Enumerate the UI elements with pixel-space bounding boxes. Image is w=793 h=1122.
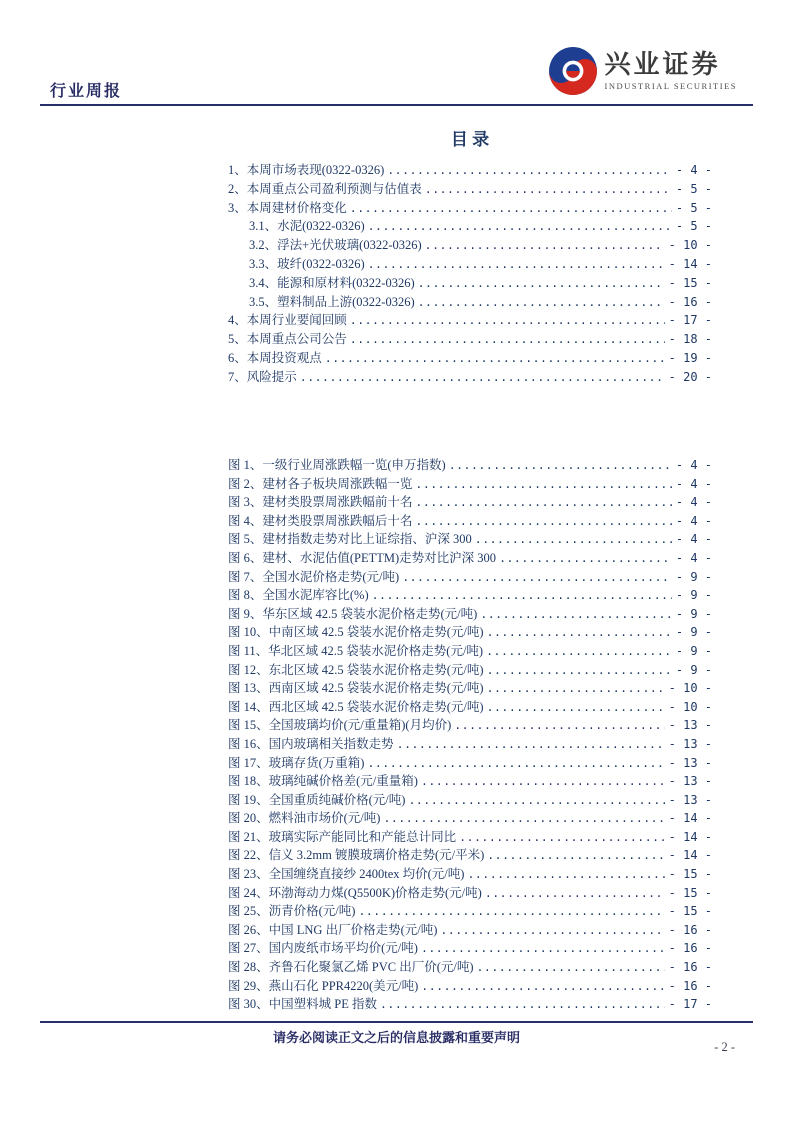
toc-leader-dots — [397, 735, 665, 754]
toc-entry[interactable] — [228, 274, 712, 293]
toc-leader-dots — [454, 716, 664, 735]
figure-entry-label: 图 7、全国水泥价格走势(元/吨) — [228, 569, 400, 584]
figure-entry-label: 图 17、玻璃存货(万重箱) — [228, 755, 365, 770]
toc-leader-dots — [487, 846, 664, 865]
toc-leader-dots — [325, 349, 665, 368]
toc-leader-dots — [475, 530, 672, 549]
brand-logo — [548, 46, 737, 96]
figure-entry-page: - 9 - — [675, 569, 712, 584]
figure-entry-label: 图 1、一级行业周涨跌幅一览(申万指数) — [228, 458, 446, 472]
toc-figure-list — [228, 456, 712, 1014]
toc-leader-dots — [486, 642, 672, 661]
toc-section-list — [228, 161, 712, 387]
figure-entry[interactable] — [228, 475, 712, 494]
figure-entry-label: 图 18、玻璃纯碱价格差(元/重量箱) — [228, 774, 418, 789]
toc-leader-dots — [415, 493, 671, 512]
figure-entry-page: - 4 - — [675, 495, 712, 510]
figure-entry-page: - 16 - — [668, 978, 712, 993]
figure-entry[interactable] — [228, 939, 712, 958]
toc-leader-dots — [421, 939, 665, 958]
figure-entry-label: 图 19、全国重质纯碱价格(元/吨) — [228, 792, 406, 807]
toc-entry[interactable] — [228, 180, 712, 199]
brand-name-en: INDUSTRIAL SECURITIES — [604, 80, 737, 91]
figure-entry-label: 图 14、西北区域 42.5 袋装水泥价格走势(元/吨) — [228, 699, 484, 714]
toc-title: 目 录 — [450, 130, 490, 149]
figure-entry[interactable] — [228, 754, 712, 773]
figure-entry-page: - 13 - — [668, 774, 712, 789]
toc-entry-page: - 5 - — [675, 200, 712, 215]
figure-entry[interactable] — [228, 512, 712, 531]
figure-entry-page: - 16 - — [668, 922, 712, 937]
figure-entry-label: 图 15、全国玻璃均价(元/重量箱)(月均价) — [228, 718, 452, 733]
figure-entry[interactable] — [228, 958, 712, 977]
figure-entry-label: 图 10、中南区域 42.5 袋装水泥价格走势(元/吨) — [228, 625, 484, 640]
header-divider — [40, 104, 753, 106]
toc-entry[interactable] — [228, 199, 712, 218]
toc-entry-page: - 16 - — [668, 294, 712, 309]
figure-entry-label: 图 9、华东区域 42.5 袋装水泥价格走势(元/吨) — [228, 606, 478, 621]
toc-entry[interactable] — [228, 217, 712, 236]
figure-entry[interactable] — [228, 809, 712, 828]
toc-entry-page: - 17 - — [668, 313, 712, 328]
toc-leader-dots — [421, 772, 665, 791]
figure-entry-page: - 10 - — [668, 681, 712, 696]
toc-entry-page: - 14 - — [668, 256, 712, 271]
toc-leader-dots — [487, 698, 665, 717]
brand-swirl-icon — [548, 46, 598, 96]
toc-entry[interactable] — [228, 311, 712, 330]
toc-leader-dots — [368, 255, 665, 274]
figure-entry-page: - 13 - — [668, 736, 712, 751]
figure-entry-label: 图 26、中国 LNG 出厂价格走势(元/吨) — [228, 922, 438, 937]
toc-leader-dots — [425, 236, 665, 255]
figure-entry[interactable] — [228, 865, 712, 884]
figure-entry-page: - 9 - — [675, 606, 712, 621]
figure-entry[interactable] — [228, 977, 712, 996]
toc-entry-label: 3.3、玻纤(0322-0326) — [249, 256, 365, 271]
toc-entry-label: 3、本周建材价格变化 — [228, 200, 347, 215]
figure-entry-page: - 14 - — [668, 829, 712, 844]
figure-entry[interactable] — [228, 772, 712, 791]
figure-entry-label: 图 2、建材各子板块周涨跌幅一览 — [228, 476, 413, 491]
figure-entry-page: - 4 - — [675, 476, 712, 491]
toc-entry-label: 3.5、塑料制品上游(0322-0326) — [249, 294, 415, 309]
toc-leader-dots — [367, 754, 664, 773]
figure-entry[interactable] — [228, 716, 712, 735]
toc-entry-label: 4、本周行业要闻回顾 — [228, 313, 347, 328]
toc-leader-dots — [425, 180, 672, 199]
toc-leader-dots — [408, 791, 664, 810]
figure-entry-page: - 13 - — [668, 792, 712, 807]
figure-entry-page: - 4 - — [675, 550, 712, 565]
toc-entry-page: - 4 - — [675, 163, 712, 177]
figure-entry-label: 图 13、西南区域 42.5 袋装水泥价格走势(元/吨) — [228, 681, 484, 696]
toc-entry[interactable] — [228, 236, 712, 255]
toc-entry-label: 3.2、浮法+光伏玻璃(0322-0326) — [249, 238, 422, 253]
figure-entry-page: - 9 - — [675, 643, 712, 658]
toc-entry-page: - 20 - — [668, 369, 712, 384]
toc-leader-dots — [467, 865, 664, 884]
figure-entry-label: 图 12、东北区域 42.5 袋装水泥价格走势(元/吨) — [228, 662, 484, 677]
figure-entry-label: 图 20、燃料油市场价(元/吨) — [228, 811, 381, 826]
figure-entry-label: 图 23、全国缠绕直接纱 2400tex 均价(元/吨) — [228, 867, 465, 882]
toc-leader-dots — [421, 977, 664, 996]
figure-entry-page: - 4 - — [675, 458, 712, 472]
figure-entry-label: 图 29、燕山石化 PPR4220(美元/吨) — [228, 978, 419, 993]
figure-entry-page: - 16 - — [668, 960, 712, 975]
toc-entry[interactable] — [228, 255, 712, 274]
figure-entry-page: - 15 - — [668, 904, 712, 919]
figure-entry[interactable] — [228, 921, 712, 940]
figure-entry[interactable] — [228, 679, 712, 698]
toc-entry-label: 1、本周市场表现(0322-0326) — [228, 163, 385, 177]
page-number: - 2 - — [714, 1040, 735, 1054]
figure-entry[interactable] — [228, 586, 712, 605]
toc-entry-page: - 15 - — [668, 275, 712, 290]
figure-entry[interactable] — [228, 661, 712, 680]
toc-entry[interactable] — [228, 161, 712, 180]
toc-entry-label: 5、本周重点公司公告 — [228, 332, 347, 347]
figure-entry-label: 图 24、环渤海动力煤(Q5500K)价格走势(元/吨) — [228, 885, 482, 900]
figure-entry[interactable] — [228, 884, 712, 903]
figure-entry-page: - 4 - — [675, 532, 712, 547]
figure-entry-page: - 4 - — [675, 513, 712, 528]
toc-entry[interactable] — [228, 293, 712, 312]
toc-leader-dots — [477, 958, 665, 977]
figure-entry-page: - 13 - — [668, 755, 712, 770]
toc-leader-dots — [358, 902, 664, 921]
toc-leader-dots — [449, 456, 672, 475]
figure-entry[interactable] — [228, 568, 712, 587]
toc-entry-page: - 19 - — [668, 350, 712, 365]
toc-leader-dots — [418, 274, 665, 293]
figure-entry-label: 图 11、华北区域 42.5 袋装水泥价格走势(元/吨) — [228, 643, 484, 658]
toc-leader-dots — [402, 568, 672, 587]
figure-entry-label: 图 22、信义 3.2mm 镀膜玻璃价格走势(元/平米) — [228, 848, 485, 863]
figure-entry[interactable] — [228, 902, 712, 921]
figure-entry[interactable] — [228, 605, 712, 624]
figure-entry-page: - 9 - — [675, 625, 712, 640]
figure-entry-page: - 9 - — [675, 588, 712, 603]
figure-entry-label: 图 28、齐鲁石化聚氯乙烯 PVC 出厂价(元/吨) — [228, 960, 474, 975]
figure-entry-page: - 17 - — [668, 997, 712, 1012]
toc-entry[interactable] — [228, 368, 712, 387]
toc-leader-dots — [480, 605, 672, 624]
figure-entry-page: - 10 - — [668, 699, 712, 714]
toc-entry-label: 7、风险提示 — [228, 369, 297, 384]
toc-entry-label: 3.4、能源和原材料(0322-0326) — [249, 275, 415, 290]
figure-entry[interactable] — [228, 735, 712, 754]
figure-entry-label: 图 8、全国水泥库容比(%) — [228, 588, 369, 603]
figure-entry-label: 图 5、建材指数走势对比上证综指、沪深 300 — [228, 532, 472, 547]
toc-entry-label: 2、本周重点公司盈利预测与估值表 — [228, 181, 422, 196]
figure-entry[interactable] — [228, 493, 712, 512]
toc-leader-dots — [487, 661, 672, 680]
toc-leader-dots — [383, 809, 664, 828]
toc-leader-dots — [350, 311, 665, 330]
figure-entry-label: 图 21、玻璃实际产能同比和产能总计同比 — [228, 829, 457, 844]
figure-entry-page: - 14 - — [668, 811, 712, 826]
figure-entry-page: - 15 - — [668, 885, 712, 900]
toc-leader-dots — [387, 161, 672, 180]
toc-entry-label: 3.1、水泥(0322-0326) — [249, 219, 365, 234]
toc-leader-dots — [499, 549, 672, 568]
report-type-label: 行业周报 — [50, 83, 123, 100]
toc-leader-dots — [415, 512, 671, 531]
figure-entry-label: 图 6、建材、水泥估值(PETTM)走势对比沪深 300 — [228, 550, 497, 565]
figure-entry[interactable] — [228, 995, 712, 1014]
figure-entry[interactable] — [228, 642, 712, 661]
toc-leader-dots — [350, 330, 665, 349]
figure-entry-page: - 14 - — [668, 848, 712, 863]
toc-entry-page: - 10 - — [668, 238, 712, 253]
toc-leader-dots — [487, 623, 672, 642]
figure-entry-label: 图 4、建材类股票周涨跌幅后十名 — [228, 513, 413, 528]
toc-entry[interactable] — [228, 349, 712, 368]
toc-leader-dots — [415, 475, 671, 494]
figure-entry[interactable] — [228, 828, 712, 847]
figure-entry-label: 图 25、沥青价格(元/吨) — [228, 904, 356, 919]
figure-entry[interactable] — [228, 623, 712, 642]
toc-leader-dots — [487, 679, 665, 698]
toc-leader-dots — [459, 828, 665, 847]
figure-entry-page: - 13 - — [668, 718, 712, 733]
toc-entry[interactable] — [228, 330, 712, 349]
toc-entry-page: - 5 - — [675, 181, 712, 196]
figure-entry[interactable] — [228, 846, 712, 865]
toc-entry-page: - 18 - — [668, 332, 712, 347]
brand-name-cn: 兴业证券 — [604, 50, 721, 80]
figure-entry-label: 图 30、中国塑料城 PE 指数 — [228, 997, 377, 1012]
figure-entry[interactable] — [228, 456, 712, 475]
figure-entry-page: - 16 - — [668, 941, 712, 956]
figure-entry-page: - 15 - — [668, 867, 712, 882]
footer-divider — [40, 1021, 753, 1023]
toc-entry-label: 6、本周投资观点 — [228, 350, 322, 365]
toc-leader-dots — [485, 884, 665, 903]
figure-entry[interactable] — [228, 698, 712, 717]
toc-leader-dots — [418, 293, 665, 312]
toc-leader-dots — [350, 199, 672, 218]
toc-leader-dots — [368, 217, 672, 236]
figure-entry[interactable] — [228, 791, 712, 810]
toc-leader-dots — [440, 921, 664, 940]
toc-leader-dots — [300, 368, 665, 387]
figure-entry-label: 图 27、国内废纸市场平均价(元/吨) — [228, 941, 418, 956]
footer-disclaimer: 请务必阅读正文之后的信息披露和重要声明 — [272, 1030, 520, 1045]
brand-text — [605, 51, 737, 91]
toc-leader-dots — [372, 586, 672, 605]
toc-leader-dots — [380, 995, 665, 1014]
figure-entry-label: 图 3、建材类股票周涨跌幅前十名 — [228, 495, 413, 510]
figure-entry[interactable] — [228, 530, 712, 549]
figure-entry-page: - 9 - — [675, 662, 712, 677]
figure-entry[interactable] — [228, 549, 712, 568]
toc-entry-page: - 5 - — [675, 219, 712, 234]
figure-entry-label: 图 16、国内玻璃相关指数走势 — [228, 736, 394, 751]
